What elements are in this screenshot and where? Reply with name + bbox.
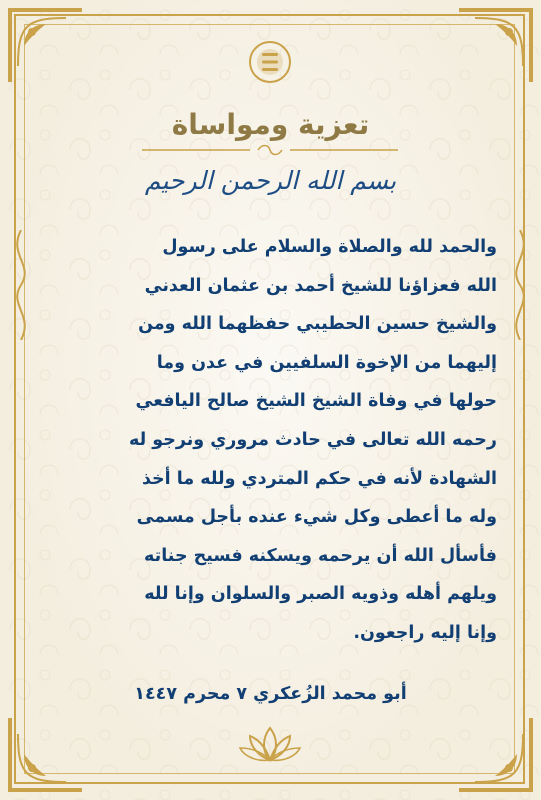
corner-ornament-icon bbox=[6, 6, 86, 86]
title-underline bbox=[140, 142, 400, 158]
basmala: بسم الله الرحمن الرحيم bbox=[144, 166, 397, 195]
corner-ornament-icon bbox=[455, 714, 535, 794]
lotus-icon bbox=[238, 722, 302, 766]
condolence-text bbox=[44, 228, 497, 653]
text-line: إليهما من الإخوة السلفيين في عدن وما bbox=[156, 352, 497, 373]
text-line: والحمد لله والصلاة والسلام على رسول bbox=[162, 237, 497, 257]
text-line: الشهادة لأنه في حكم المتردي ولله ما أخذ bbox=[141, 468, 497, 489]
emblem-icon bbox=[248, 40, 292, 84]
text-line: وله ما أعطى وكل شيء عنده بأجل مسمى bbox=[136, 507, 497, 528]
corner-ornament-icon bbox=[455, 6, 535, 86]
text-line: وإنا إليه راجعون. bbox=[353, 622, 497, 643]
text-line: ويلهم أهله وذويه الصبر والسلوان وإنا لله bbox=[144, 584, 497, 605]
text-line: والشيخ حسين الحطيبي حفظهما الله ومن bbox=[138, 314, 497, 335]
side-flourish-icon bbox=[6, 230, 36, 340]
text-line: رحمه الله تعالى في حادث مروري ونرجو له bbox=[128, 429, 497, 450]
text-line: حولها في وفاة الشيخ الشيخ صالح اليافعي bbox=[135, 391, 497, 412]
corner-ornament-icon bbox=[6, 714, 86, 794]
side-flourish-icon bbox=[505, 230, 535, 340]
text-line: فأسأل الله أن يرحمه ويسكنه فسيح جناته bbox=[144, 545, 497, 566]
card-title: تعزية ومواساة bbox=[171, 108, 370, 141]
signature: أبو محمد الزُعكري ٧ محرم ١٤٤٧ bbox=[134, 684, 407, 704]
text-line: الله فعزاؤنا للشيخ أحمد بن عثمان العدني bbox=[144, 275, 497, 296]
